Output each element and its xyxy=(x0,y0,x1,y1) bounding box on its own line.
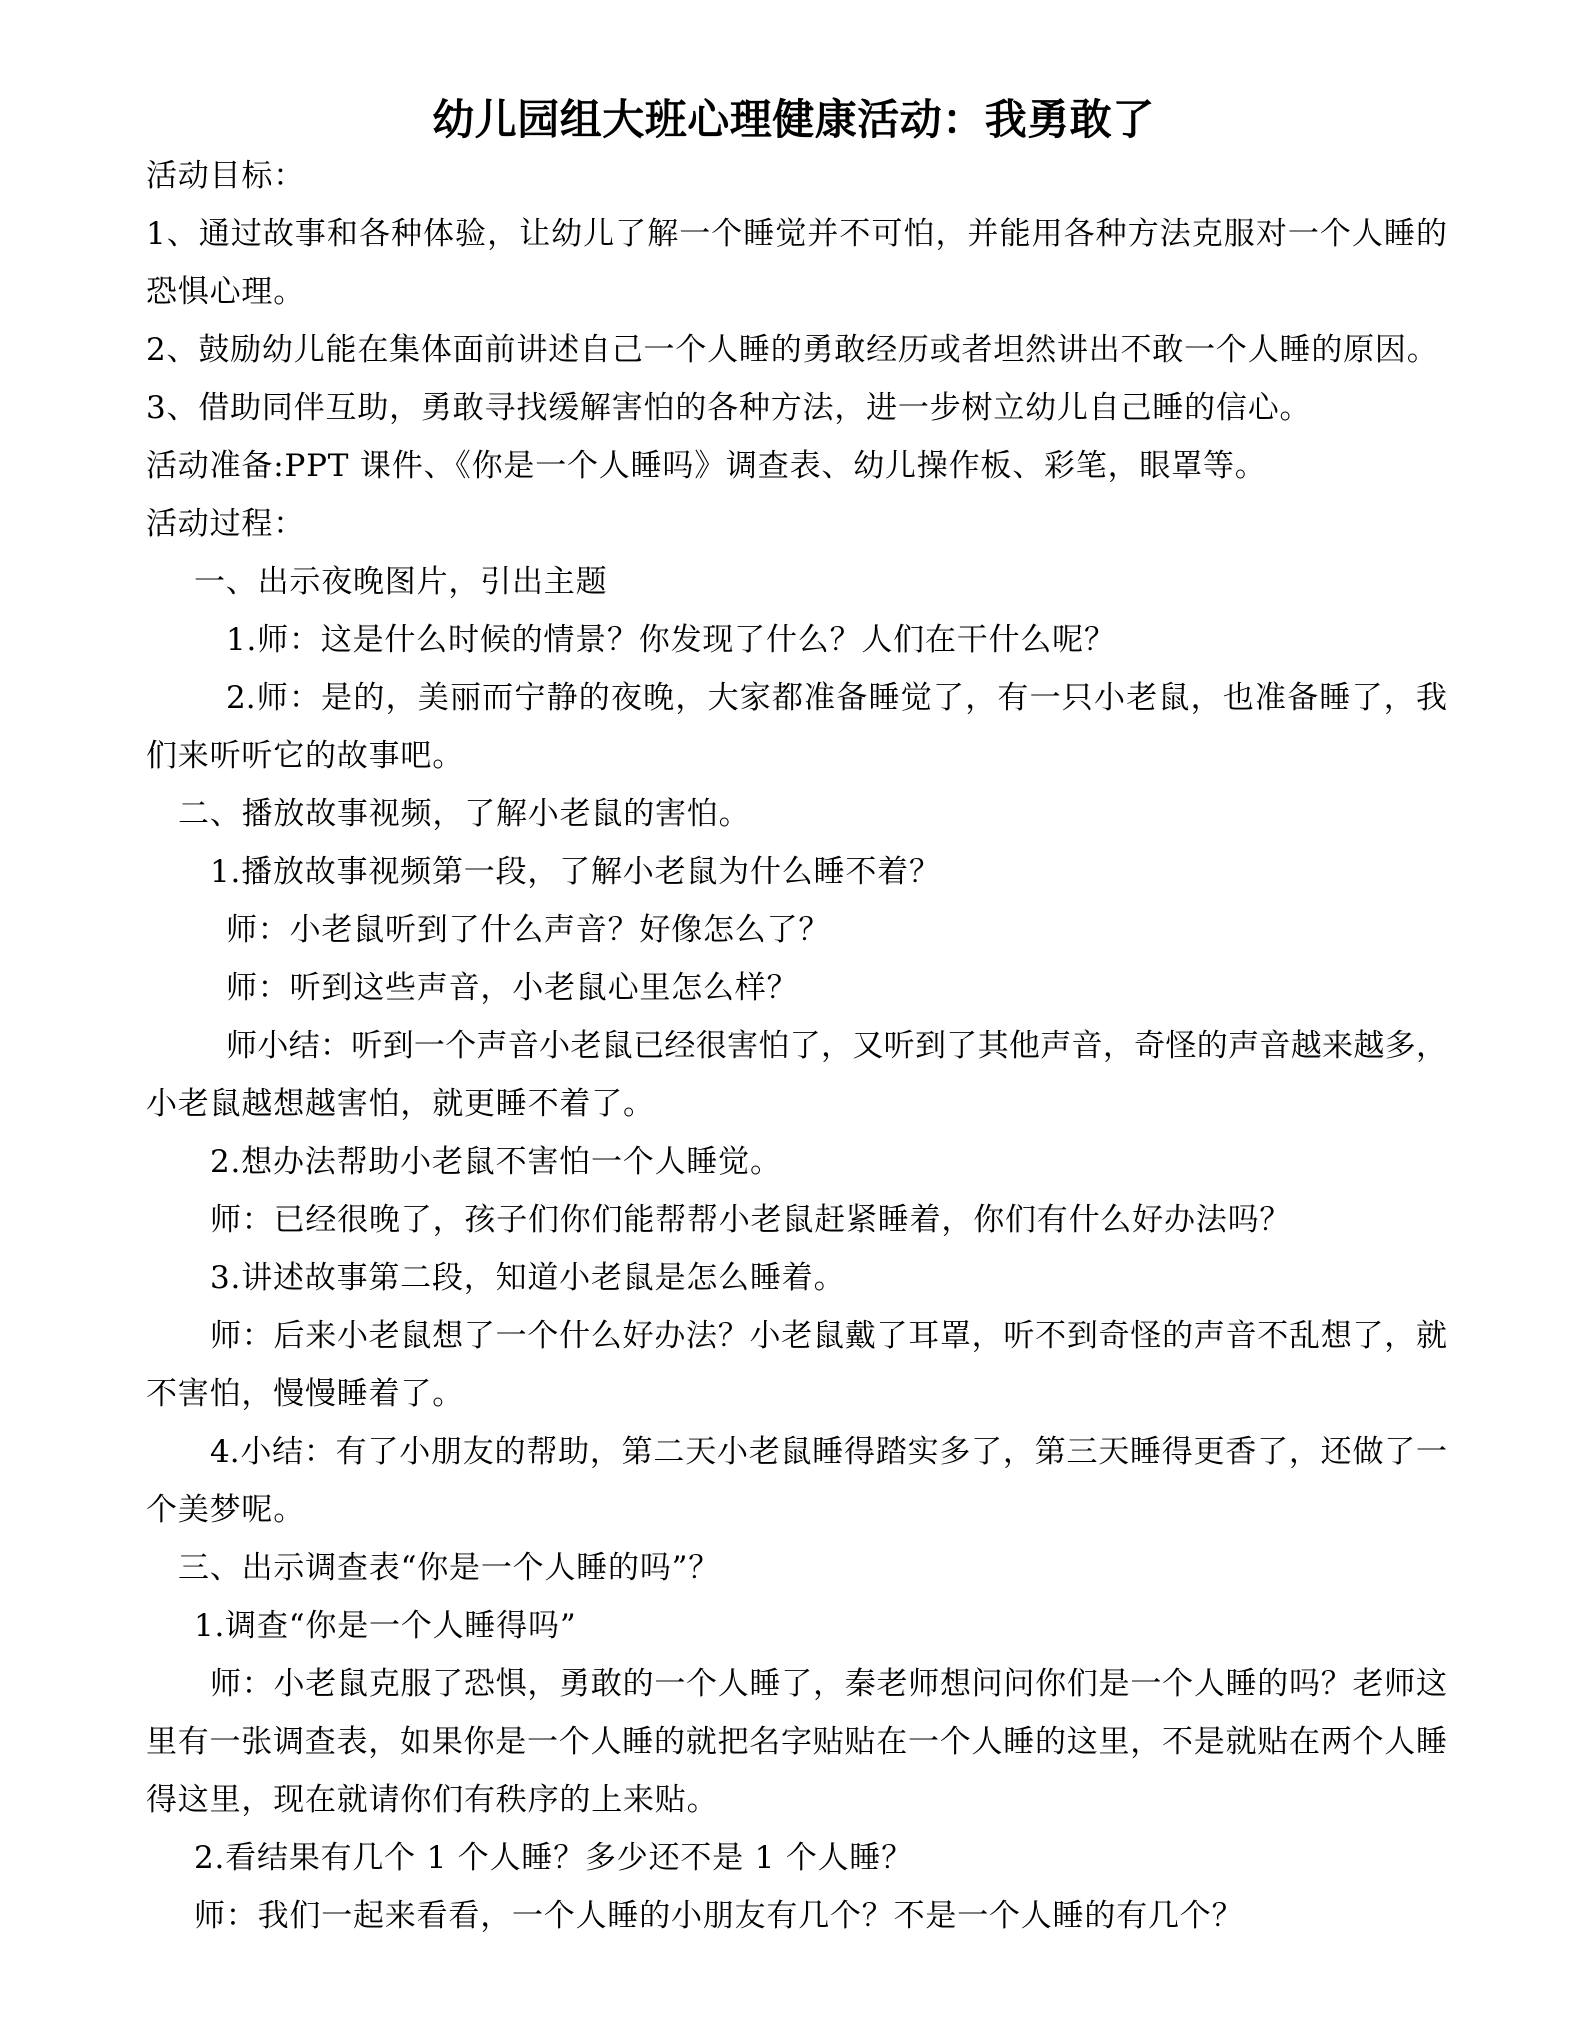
text-line: 师：小老鼠听到了什么声音？好像怎么了？ xyxy=(226,912,831,948)
text-line: 师：后来小老鼠想了一个什么好办法？小老鼠戴了耳罩，听不到奇怪的声音不乱想了，就 xyxy=(210,1318,1447,1354)
goal-item-2 xyxy=(146,321,1447,379)
goal-item-3 xyxy=(146,379,1447,437)
teacher-summary xyxy=(146,1017,1447,1133)
text-line: 师：我们一起来看看，一个人睡的小朋友有几个？不是一个人睡的有几个？ xyxy=(194,1898,1244,1934)
step-item xyxy=(146,669,1447,785)
step-heading-3 xyxy=(146,1539,1447,1597)
text-line: 2.想办法帮助小老鼠不害怕一个人睡觉。 xyxy=(210,1144,782,1180)
preparation-text xyxy=(146,437,1447,495)
teacher-line xyxy=(146,1191,1447,1249)
text-line: 2、鼓励幼儿能在集体面前讲述自己一个人睡的勇敢经历或者坦然讲出不敢一个人睡的原因。 xyxy=(146,332,1439,368)
process-heading xyxy=(146,495,1447,553)
text-line: 不害怕，慢慢睡着了。 xyxy=(146,1376,464,1412)
text-line: 们来听听它的故事吧。 xyxy=(146,738,464,774)
text-line: 师：听到这些声音，小老鼠心里怎么样？ xyxy=(226,970,799,1006)
text-line: 活动目标： xyxy=(146,158,305,194)
step-item xyxy=(146,611,1447,669)
step-summary xyxy=(146,1423,1447,1539)
text-line: 得这里，现在就请你们有秩序的上来贴。 xyxy=(146,1782,719,1818)
text-line: 师：小老鼠克服了恐惧，勇敢的一个人睡了，秦老师想问问你们是一个人睡的吗？老师这 xyxy=(210,1666,1447,1702)
teacher-line xyxy=(146,1887,1447,1945)
step-item xyxy=(146,1829,1447,1887)
text-line: 活动过程： xyxy=(146,506,305,542)
text-line: 1.师：这是什么时候的情景？你发现了什么？人们在干什么呢？ xyxy=(226,622,1116,658)
document-body xyxy=(146,147,1447,1945)
text-line: 三、出示调查表“你是一个人睡的吗”？ xyxy=(178,1550,721,1586)
step-heading-1 xyxy=(146,553,1447,611)
teacher-line xyxy=(146,901,1447,959)
teacher-line xyxy=(146,1307,1447,1423)
text-line: 恐惧心理。 xyxy=(146,274,305,310)
text-line: 里有一张调查表，如果你是一个人睡的就把名字贴贴在一个人睡的这里，不是就贴在两个人睡 xyxy=(146,1724,1447,1760)
step-item xyxy=(146,1249,1447,1307)
text-line: 1.调查“你是一个人睡得吗” xyxy=(194,1608,577,1644)
step-item xyxy=(146,843,1447,901)
text-line: 活动准备:PPT 课件、《你是一个人睡吗》调查表、幼儿操作板、彩笔，眼罩等。 xyxy=(146,448,1267,484)
document-title: 幼儿园组大班心理健康活动：我勇敢了 xyxy=(432,95,1155,144)
teacher-line xyxy=(146,1655,1447,1829)
step-heading-2 xyxy=(146,785,1447,843)
text-line: 4.小结：有了小朋友的帮助，第二天小老鼠睡得踏实多了，第三天睡得更香了，还做了一 xyxy=(210,1434,1447,1470)
text-line: 师小结：听到一个声音小老鼠已经很害怕了，又听到了其他声音，奇怪的声音越来越多， xyxy=(226,1028,1447,1064)
text-line: 1.播放故事视频第一段，了解小老鼠为什么睡不着？ xyxy=(210,854,941,890)
text-line: 3、借助同伴互助，勇敢寻找缓解害怕的各种方法，进一步树立幼儿自己睡的信心。 xyxy=(146,390,1312,426)
step-item xyxy=(146,1133,1447,1191)
goal-item-1 xyxy=(146,205,1447,321)
text-line: 小老鼠越想越害怕，就更睡不着了。 xyxy=(146,1086,655,1122)
text-line: 3.讲述故事第二段，知道小老鼠是怎么睡着。 xyxy=(210,1260,846,1296)
text-line: 2.师：是的，美丽而宁静的夜晚，大家都准备睡觉了，有一只小老鼠，也准备睡了，我 xyxy=(226,680,1447,716)
text-line: 2.看结果有几个 1 个人睡？多少还不是 1 个人睡？ xyxy=(194,1840,914,1876)
text-line: 师：已经很晚了，孩子们你们能帮帮小老鼠赶紧睡着，你们有什么好办法吗？ xyxy=(210,1202,1292,1238)
text-line: 个美梦呢。 xyxy=(146,1492,305,1528)
goals-heading xyxy=(146,147,1447,205)
text-line: 一、出示夜晚图片，引出主题 xyxy=(194,564,608,600)
text-line: 二、播放故事视频，了解小老鼠的害怕。 xyxy=(178,796,751,832)
text-line: 1、通过故事和各种体验，让幼儿了解一个睡觉并不可怕，并能用各种方法克服对一个人睡的 xyxy=(146,216,1447,252)
step-item xyxy=(146,1597,1447,1655)
teacher-line xyxy=(146,959,1447,1017)
